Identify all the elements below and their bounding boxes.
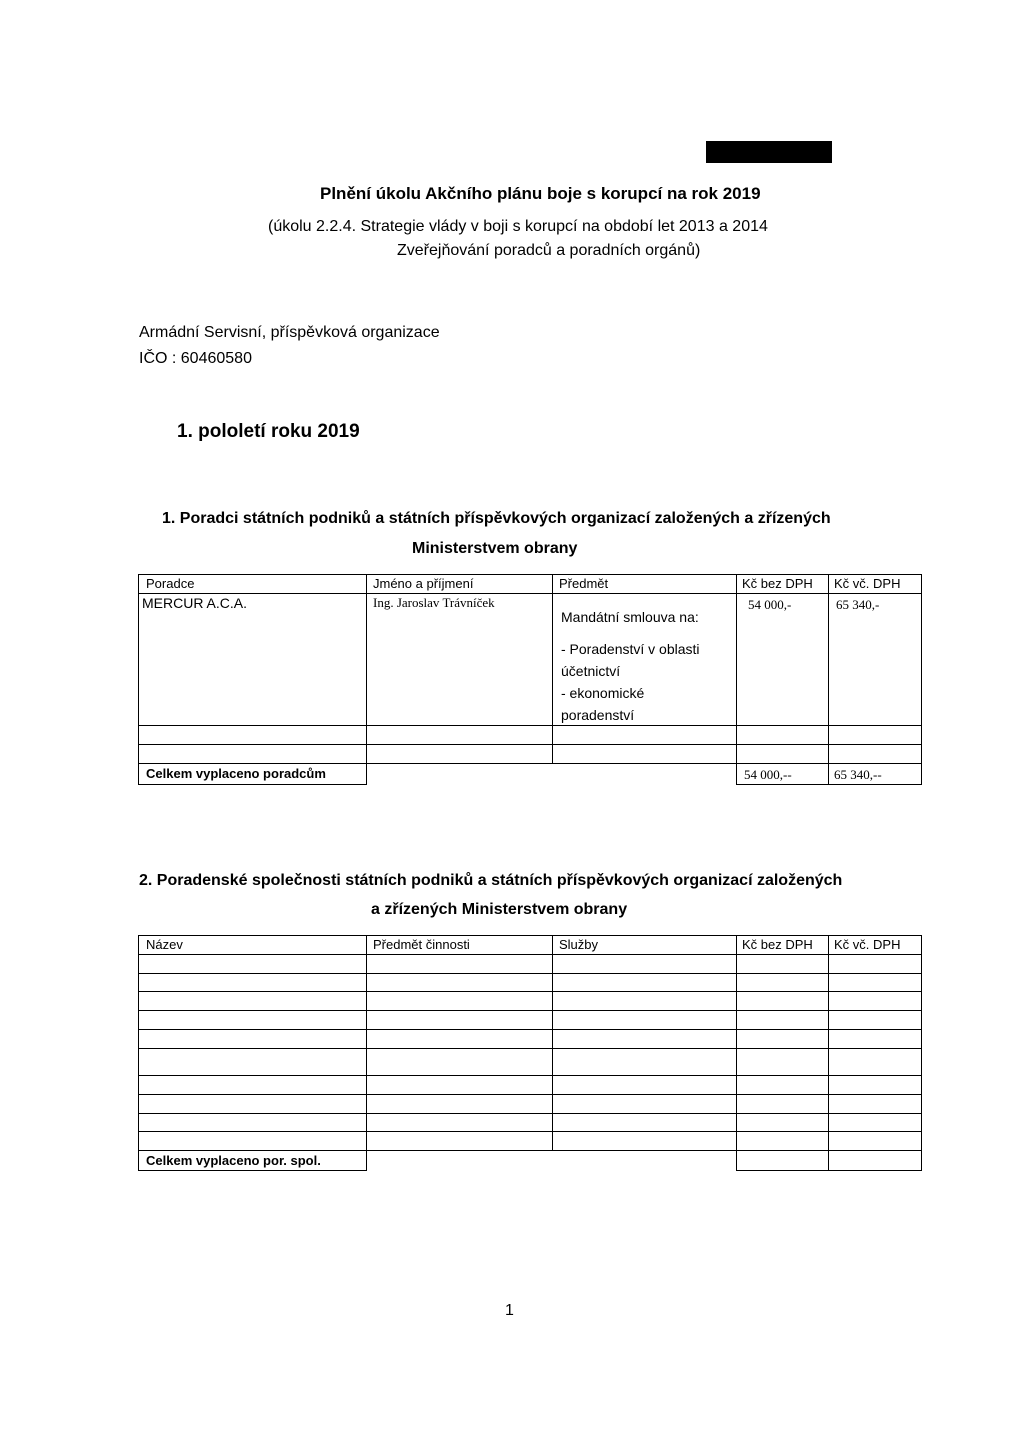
s1-header-kc-bez-dph: Kč bez DPH: [742, 576, 813, 591]
reporting-period: 1. pololetí roku 2019: [177, 421, 360, 442]
document-title: Plnění úkolu Akčního plánu boje s korupcí na rok 2019: [320, 184, 761, 203]
s1-row-bez-dph: 54 000,-: [748, 597, 792, 612]
section2-heading-line1: 2. Poradenské společnosti státních podniků a státních příspěvkových organizací založených: [139, 872, 843, 889]
section1-heading-line2: Ministerstvem obrany: [412, 540, 578, 557]
s1-row-predmet-line4: účetnictví: [561, 663, 621, 679]
s2-header-predmet-cinnosti: Předmět činnosti: [373, 937, 470, 952]
s1-header-poradce: Poradce: [146, 576, 195, 591]
s2-total-label: Celkem vyplaceno por. spol.: [146, 1153, 321, 1168]
s1-row-predmet-line5: - ekonomické: [561, 685, 645, 701]
document-subtitle-line1: (úkolu 2.2.4. Strategie vlády v boji s korupcí na období let 2013 a 2014: [268, 218, 768, 235]
s1-total-label: Celkem vyplaceno poradcům: [146, 766, 326, 781]
s2-header-kc-vc-dph: Kč vč. DPH: [834, 937, 901, 952]
s1-row-poradce: MERCUR A.C.A.: [142, 595, 248, 611]
s1-row-predmet-line3: - Poradenství v oblasti: [561, 641, 700, 657]
s1-row-jmeno: Ing. Jaroslav Trávníček: [373, 595, 495, 610]
s1-header-jmeno: Jméno a příjmení: [373, 576, 474, 591]
document-subtitle-line2: Zveřejňování poradců a poradních orgánů): [397, 242, 701, 259]
s2-header-sluzby: Služby: [559, 937, 599, 952]
s1-header-predmet: Předmět: [559, 576, 609, 591]
s1-total-bez-dph: 54 000,--: [744, 767, 792, 782]
page-number: 1: [505, 1302, 514, 1319]
s1-header-kc-vc-dph: Kč vč. DPH: [834, 576, 901, 591]
s2-header-kc-bez-dph: Kč bez DPH: [742, 937, 813, 952]
section2-heading-line2: a zřízených Ministerstvem obrany: [371, 901, 628, 918]
organization-ico: IČO : 60460580: [139, 350, 252, 367]
s1-row-predmet-line1: Mandátní smlouva na:: [561, 609, 699, 625]
organization-name: Armádní Servisní, příspěvková organizace: [139, 324, 440, 341]
s1-row-predmet-line6: poradenství: [561, 707, 635, 723]
s1-row-vc-dph: 65 340,-: [836, 597, 880, 612]
s2-header-nazev: Název: [146, 937, 183, 952]
section1-heading-line1: 1. Poradci státních podniků a státních příspěvkových organizací založených a zřízených: [162, 510, 831, 527]
s1-total-vc-dph: 65 340,--: [834, 767, 882, 782]
redaction-bar: [706, 141, 832, 163]
